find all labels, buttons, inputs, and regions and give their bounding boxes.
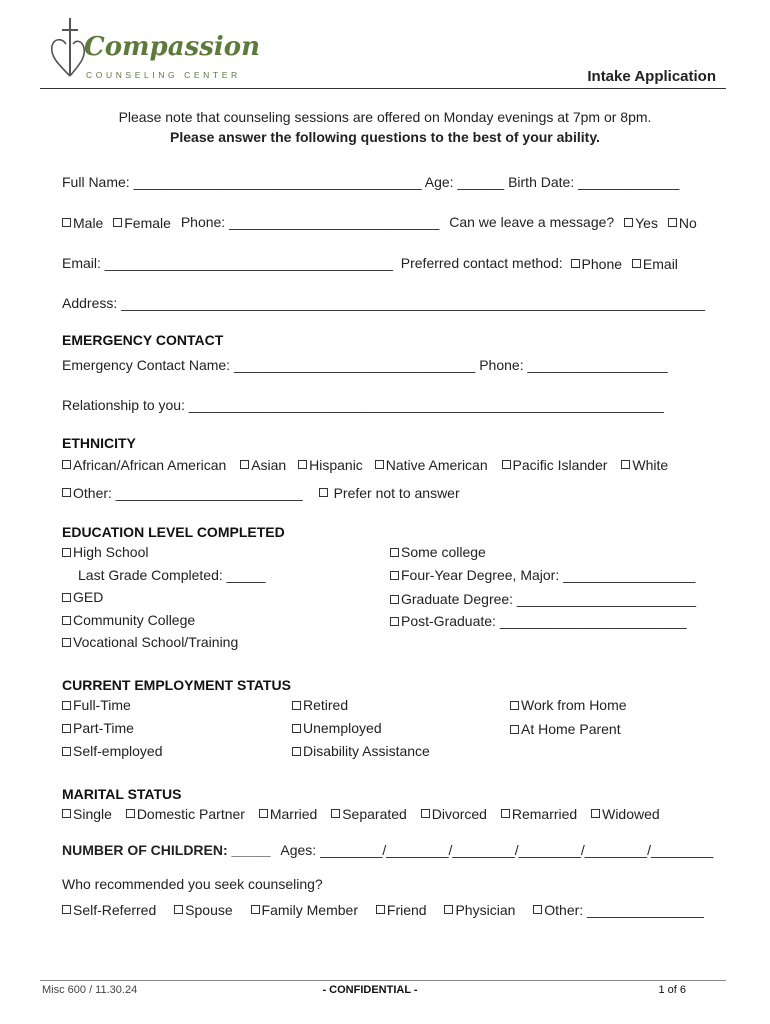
marital-checkbox[interactable]: Married	[259, 806, 317, 822]
ethnicity-options	[62, 456, 668, 473]
emergency-name-field[interactable]: Emergency Contact Name: _______________________________ Phone: __________________	[62, 357, 668, 373]
page-title: Intake Application	[587, 68, 716, 85]
gender-row	[62, 214, 697, 231]
employment-checkbox[interactable]: Retired	[292, 697, 348, 713]
last-grade-field[interactable]: Last Grade Completed: _____	[78, 567, 266, 583]
ethnicity-other-checkbox[interactable]: Other: ________________________	[62, 485, 303, 501]
preferred-contact-label: Preferred contact method:	[400, 255, 563, 271]
gender-male-checkbox[interactable]: Male	[62, 215, 103, 231]
intro-note: Please note that counseling sessions are offered on Monday evenings at 7pm or 8pm.	[118, 109, 652, 125]
marital-checkbox[interactable]: Remarried	[501, 806, 577, 822]
employment-checkbox[interactable]: Self-employed	[62, 743, 163, 759]
ethnicity-checkbox[interactable]: Asian	[240, 457, 286, 473]
logo-subtitle: COUNSELING CENTER	[86, 70, 241, 80]
referral-checkbox[interactable]: Friend	[376, 902, 427, 918]
ethnicity-checkbox[interactable]: Hispanic	[298, 457, 363, 473]
form-id: Misc 600 / 11.30.24	[42, 984, 138, 996]
message-no-checkbox[interactable]: No	[668, 215, 697, 231]
ethnicity-checkbox[interactable]: Pacific Islander	[502, 457, 608, 473]
referral-options	[62, 901, 704, 918]
email-row	[62, 255, 678, 272]
employment-heading: CURRENT EMPLOYMENT STATUS	[62, 677, 291, 693]
page-number: 1 of 6	[658, 984, 686, 996]
gender-female-checkbox[interactable]: Female	[113, 215, 171, 231]
education-some-college-checkbox[interactable]: Some college	[390, 544, 486, 560]
employment-checkbox[interactable]: Full-Time	[62, 697, 131, 713]
ethnicity-prefer-not-checkbox[interactable]: Prefer not to answer	[319, 485, 460, 501]
ethnicity-other-row	[62, 484, 460, 501]
phone-field[interactable]: Phone: ___________________________	[180, 214, 440, 230]
message-yes-checkbox[interactable]: Yes	[624, 215, 658, 231]
referral-other-checkbox[interactable]: Other: _______________	[533, 902, 704, 918]
education-four-year-checkbox[interactable]: Four-Year Degree, Major: _________________	[390, 567, 695, 583]
education-ged-checkbox[interactable]: GED	[62, 589, 103, 605]
ethnicity-checkbox[interactable]: African/African American	[62, 457, 226, 473]
address-field[interactable]: Address: ___________________________________________________________________________	[62, 295, 706, 311]
referral-checkbox[interactable]: Family Member	[251, 902, 358, 918]
education-heading: EDUCATION LEVEL COMPLETED	[62, 524, 285, 540]
employment-checkbox[interactable]: Unemployed	[292, 720, 382, 736]
relationship-field[interactable]: Relationship to you: _____________________________________________________________	[62, 397, 664, 413]
children-ages-field[interactable]: Ages: ________/________/________/________/________/________	[280, 842, 714, 858]
intro-instruction: Please answer the following questions to the best of your ability.	[170, 129, 600, 145]
leave-message-label: Can we leave a message?	[449, 214, 615, 230]
employment-checkbox[interactable]: Part-Time	[62, 720, 134, 736]
referral-checkbox[interactable]: Physician	[444, 902, 515, 918]
emergency-heading: EMERGENCY CONTACT	[62, 332, 224, 348]
referral-question: Who recommended you seek counseling?	[62, 876, 323, 892]
marital-heading: MARITAL STATUS	[62, 786, 182, 802]
contact-email-checkbox[interactable]: Email	[632, 256, 678, 272]
contact-phone-checkbox[interactable]: Phone	[571, 256, 622, 272]
education-graduate-checkbox[interactable]: Graduate Degree: _______________________	[390, 591, 696, 607]
marital-checkbox[interactable]: Single	[62, 806, 112, 822]
ethnicity-heading: ETHNICITY	[62, 435, 136, 451]
education-post-graduate-checkbox[interactable]: Post-Graduate: ________________________	[390, 613, 687, 629]
children-count-field[interactable]: NUMBER OF CHILDREN: _____	[62, 842, 271, 858]
marital-checkbox[interactable]: Divorced	[421, 806, 487, 822]
employment-checkbox[interactable]: At Home Parent	[510, 721, 621, 737]
education-vocational-checkbox[interactable]: Vocational School/Training	[62, 634, 238, 650]
marital-checkbox[interactable]: Widowed	[591, 806, 660, 822]
logo	[46, 16, 260, 86]
ethnicity-checkbox[interactable]: White	[621, 457, 668, 473]
logo-name: Compassion	[84, 32, 260, 62]
education-high-school-checkbox[interactable]: High School	[62, 544, 149, 560]
header-rule	[40, 88, 726, 89]
marital-options	[62, 805, 660, 822]
referral-checkbox[interactable]: Self-Referred	[62, 902, 156, 918]
full-name-field[interactable]: Full Name: _____________________________________ Age: ______ Birth Date: _____________	[62, 174, 680, 190]
confidential-label: - CONFIDENTIAL -	[322, 984, 418, 996]
marital-checkbox[interactable]: Separated	[331, 806, 407, 822]
children-row	[62, 842, 713, 858]
education-community-college-checkbox[interactable]: Community College	[62, 612, 195, 628]
footer-rule	[40, 980, 726, 981]
referral-checkbox[interactable]: Spouse	[174, 902, 232, 918]
email-field[interactable]: Email: _____________________________________	[62, 255, 393, 271]
employment-checkbox[interactable]: Work from Home	[510, 697, 627, 713]
marital-checkbox[interactable]: Domestic Partner	[126, 806, 245, 822]
ethnicity-checkbox[interactable]: Native American	[375, 457, 488, 473]
employment-checkbox[interactable]: Disability Assistance	[292, 743, 430, 759]
